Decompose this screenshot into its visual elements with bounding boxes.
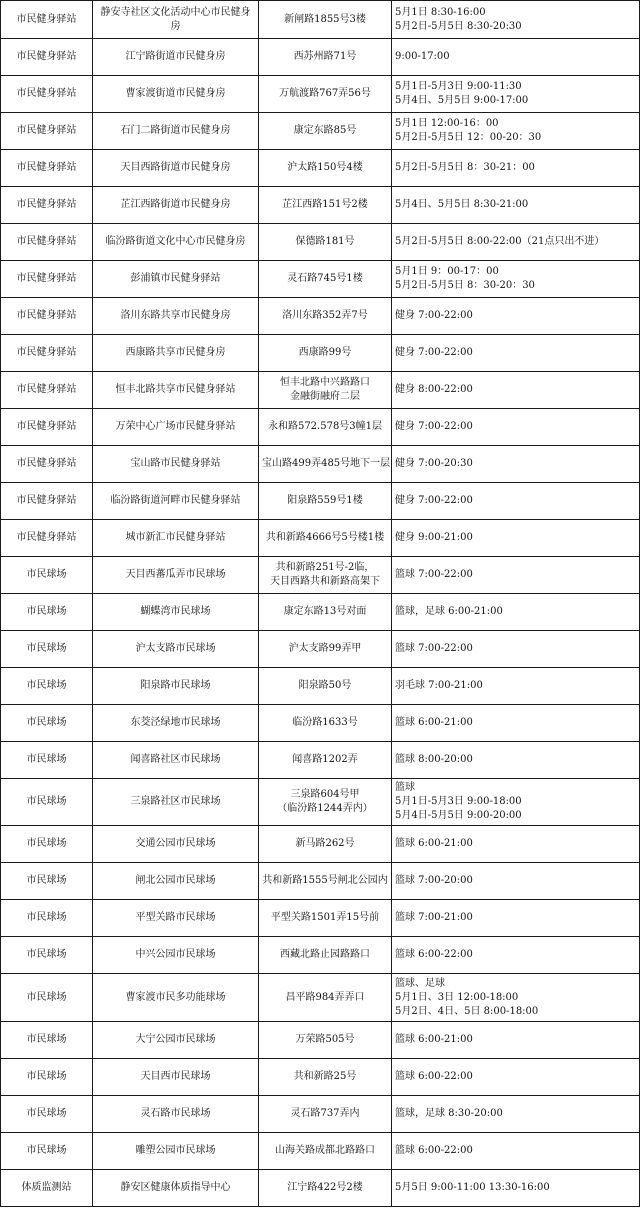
hours-line: 9:00-17:00 (395, 51, 450, 62)
hours-line: 羽毛球 7:00-21:00 (395, 680, 483, 691)
address-line: 平型关路1501弄15号前 (270, 912, 380, 923)
venue-type-cell: 市民健身驿站 (1, 483, 93, 520)
venue-hours-cell (392, 779, 640, 826)
table-row (1, 113, 640, 150)
venue-type-cell: 市民球场 (1, 594, 93, 631)
venue-address-cell (259, 937, 392, 974)
hours-line: 5月4日、5月5日 8:30-21:00 (395, 199, 529, 210)
venue-hours-cell (392, 446, 640, 483)
venue-address-cell (259, 863, 392, 900)
address-line: 共和新路1555号闸北公园内 (262, 875, 388, 886)
venue-type-cell: 市民健身驿站 (1, 446, 93, 483)
venue-type-cell: 市民球场 (1, 937, 93, 974)
table-row (1, 937, 640, 974)
hours-line: 5月1日 9：00-17：00 (395, 266, 499, 277)
hours-line: 5月2日-5月5日 8:00-22:00（21点只出不进） (395, 236, 605, 247)
venue-hours-cell (392, 668, 640, 705)
venue-name-cell: 阳泉路市民球场 (93, 668, 259, 705)
venue-type-cell: 体质监测站 (1, 1170, 93, 1207)
venue-hours-cell (392, 1133, 640, 1170)
venue-address-cell (259, 150, 392, 187)
hours-line: 5月1日-5月3日 9:00-18:00 (395, 796, 522, 807)
venue-hours-cell (392, 705, 640, 742)
venue-address-cell (259, 1170, 392, 1207)
address-line: 临汾路1633号 (292, 717, 358, 728)
venue-type-cell: 市民健身驿站 (1, 372, 93, 409)
venue-name-cell: 东茭泾绿地市民球场 (93, 705, 259, 742)
venue-address-cell (259, 372, 392, 409)
table-row (1, 76, 640, 113)
hours-line: 健身 7:00-22:00 (395, 310, 473, 321)
venue-type-cell: 市民球场 (1, 1133, 93, 1170)
venue-type-cell: 市民球场 (1, 1022, 93, 1059)
address-line: 西康路99号 (298, 347, 352, 358)
venue-type-cell: 市民健身驿站 (1, 76, 93, 113)
venue-name-cell: 城市新汇市民健身驿站 (93, 520, 259, 557)
venue-address-cell (259, 298, 392, 335)
venue-address-cell (259, 900, 392, 937)
table-row (1, 742, 640, 779)
address-line: 阳泉路50号 (298, 680, 352, 691)
address-line: 新闸路1855号3楼 (284, 13, 366, 25)
table-body (1, 1, 640, 1207)
hours-line: 5月4日-5月5日 9:00-20:00 (395, 810, 522, 821)
table-row (1, 483, 640, 520)
address-line: 永和路572.578号3幢1层 (267, 421, 383, 432)
table-row (1, 974, 640, 1022)
address-line: 恒丰北路中兴路路口 (280, 377, 370, 388)
address-line: 洛川东路352弄7号 (282, 310, 368, 321)
venue-address-cell (259, 1022, 392, 1059)
hours-line: 篮球 7:00-21:00 (395, 912, 473, 923)
table-row (1, 863, 640, 900)
address-line: 灵石路737弄内 (290, 1108, 360, 1119)
venue-name-cell: 曹家渡市民多功能球场 (93, 974, 259, 1022)
venue-address-cell (259, 39, 392, 76)
table-row (1, 900, 640, 937)
venue-hours-cell (392, 826, 640, 863)
venue-address-cell (259, 224, 392, 261)
venue-type-cell: 市民球场 (1, 1096, 93, 1133)
hours-line: 篮球 6:00-21:00 (395, 1034, 473, 1045)
venue-name-cell: 石门二路街道市民健身房 (93, 113, 259, 150)
address-line: 西藏北路止园路路口 (280, 949, 370, 960)
venue-name-cell: 蝴蝶湾市民球场 (93, 594, 259, 631)
hours-line: 5月1日-5月3日 9:00-11:30 (395, 81, 522, 92)
venue-address-cell (259, 113, 392, 150)
venue-address-cell (259, 1059, 392, 1096)
hours-line: 5月1日、3日 12:00-18:00 (395, 991, 519, 1003)
venue-hours-cell (392, 974, 640, 1022)
venue-type-cell: 市民健身驿站 (1, 409, 93, 446)
venue-hours-cell (392, 520, 640, 557)
venue-address-cell (259, 1096, 392, 1133)
venue-hours-cell (392, 150, 640, 187)
hours-line: 5月2日-5月5日 8:30-20:30 (395, 20, 522, 32)
venue-name-cell: 天目西蕃瓜弄市民球场 (93, 557, 259, 594)
address-line: 沪太路150号4楼 (287, 162, 363, 173)
venue-name-cell: 闸北公园市民球场 (93, 863, 259, 900)
venue-type-cell: 市民健身驿站 (1, 335, 93, 372)
table-row (1, 335, 640, 372)
venue-type-cell: 市民球场 (1, 705, 93, 742)
venue-address-cell (259, 974, 392, 1022)
venue-type-cell: 市民球场 (1, 631, 93, 668)
venue-hours-cell (392, 594, 640, 631)
address-line: 西苏州路71号 (293, 51, 357, 62)
address-line: 三泉路604号甲 (290, 789, 360, 800)
address-line: （临汾路1244弄内） (277, 803, 373, 814)
venue-address-cell (259, 483, 392, 520)
hours-line: 篮球 6:00-22:00 (395, 949, 473, 960)
venue-type-cell: 市民健身驿站 (1, 520, 93, 557)
table-row (1, 779, 640, 826)
address-line: 天目西路共和新路高架下 (270, 576, 380, 587)
venue-hours-cell (392, 742, 640, 779)
venue-address-cell (259, 557, 392, 594)
hours-line: 5月1日 8:30-16:00 (395, 6, 486, 18)
table-row (1, 631, 640, 668)
venue-type-cell: 市民健身驿站 (1, 298, 93, 335)
venue-address-cell (259, 594, 392, 631)
venue-type-cell: 市民健身驿站 (1, 150, 93, 187)
venue-hours-cell (392, 863, 640, 900)
venue-address-cell (259, 1133, 392, 1170)
address-line: 江宁路422号2楼 (287, 1182, 363, 1193)
address-line: 康定东路13号对面 (283, 606, 367, 617)
hours-line: 5月2日、4日、5日 8:00-18:00 (395, 1005, 539, 1017)
address-line: 万荣路505号 (295, 1034, 355, 1045)
venue-type-cell: 市民健身驿站 (1, 261, 93, 298)
venue-type-cell: 市民球场 (1, 557, 93, 594)
venue-type-cell: 市民球场 (1, 742, 93, 779)
venue-type-cell: 市民球场 (1, 1059, 93, 1096)
venue-address-cell (259, 261, 392, 298)
venue-hours-cell (392, 1059, 640, 1096)
hours-line: 5月5日 9:00-11:00 13:30-16:00 (395, 1182, 550, 1193)
address-line: 金融街融府二层 (290, 391, 360, 402)
address-line: 昌平路984弄弄口 (285, 991, 365, 1003)
venue-name-cell: 三泉路社区市民球场 (93, 779, 259, 826)
venue-type-cell: 市民球场 (1, 826, 93, 863)
hours-line: 健身 7:00-22:00 (395, 421, 473, 432)
address-line: 沪太支路99弄甲 (288, 643, 362, 654)
venue-address-cell (259, 742, 392, 779)
hours-line: 5月2日-5月5日 8：30-20：30 (395, 280, 535, 291)
venue-hours-cell (392, 187, 640, 224)
venue-hours-cell (392, 335, 640, 372)
venue-hours-cell (392, 631, 640, 668)
venue-hours-cell (392, 261, 640, 298)
hours-line: 篮球 7:00-22:00 (395, 569, 473, 580)
table-row (1, 39, 640, 76)
address-line: 宝山路499弄485号地下一层 (262, 458, 391, 469)
venue-hours-cell (392, 1096, 640, 1133)
address-line: 芷江西路151号2楼 (282, 199, 368, 210)
venue-address-cell (259, 76, 392, 113)
venue-name-cell: 沪太支路市民球场 (93, 631, 259, 668)
venue-name-cell: 闻喜路社区市民球场 (93, 742, 259, 779)
table-row (1, 446, 640, 483)
venue-hours-cell (392, 937, 640, 974)
venue-hours-cell (392, 1022, 640, 1059)
venue-hours-cell (392, 113, 640, 150)
table-row (1, 372, 640, 409)
venue-address-cell (259, 779, 392, 826)
table-row (1, 594, 640, 631)
table-row (1, 705, 640, 742)
venue-name-cell: 大宁公园市民球场 (93, 1022, 259, 1059)
hours-line: 健身 9:00-21:00 (395, 532, 473, 543)
hours-line: 篮球 6:00-22:00 (395, 1145, 473, 1156)
venue-type-cell: 市民健身驿站 (1, 187, 93, 224)
address-line: 阳泉路559号1楼 (287, 495, 363, 506)
address-line: 保德路181号 (295, 236, 355, 247)
hours-line: 5月2日-5月5日 8：30-21：00 (395, 162, 535, 173)
hours-line: 篮球 6:00-21:00 (395, 838, 473, 849)
address-line: 共和新路251号-2临， (275, 562, 375, 573)
venue-name-cell: 万荣中心广场市民健身驿站 (93, 409, 259, 446)
venue-name-cell: 天目西路街道市民健身房 (93, 150, 259, 187)
venue-address-cell (259, 631, 392, 668)
table-row (1, 298, 640, 335)
venue-address-cell (259, 520, 392, 557)
hours-line: 5月4日、5月5日 9:00-17:00 (395, 95, 529, 106)
address-line: 康定东路85号 (293, 125, 357, 136)
venue-name-cell: 天目西市民球场 (93, 1059, 259, 1096)
hours-line: 健身 8:00-22:00 (395, 384, 473, 395)
venue-type-cell: 市民球场 (1, 779, 93, 826)
hours-line: 篮球 7:00-22:00 (395, 643, 473, 654)
venue-name-cell: 西康路共享市民健身房 (93, 335, 259, 372)
table-row (1, 409, 640, 446)
hours-line: 篮球 (395, 782, 415, 793)
venue-name-cell: 静安寺社区文化活动中心市民健身房 (93, 1, 259, 39)
table-row (1, 1022, 640, 1059)
venue-type-cell: 市民健身驿站 (1, 1, 93, 39)
hours-line: 5月1日 12:00-16：00 (395, 118, 499, 129)
address-line: 共和新路25号 (293, 1071, 357, 1082)
table-row (1, 826, 640, 863)
table-row (1, 557, 640, 594)
venue-hours-cell (392, 39, 640, 76)
table-row (1, 1133, 640, 1170)
hours-line: 篮球 8:00-20:00 (395, 754, 473, 765)
hours-line: 健身 7:00-22:00 (395, 347, 473, 358)
venue-name-cell: 交通公园市民球场 (93, 826, 259, 863)
hours-line: 5月2日-5月5日 12：00-20：30 (395, 132, 542, 143)
venue-type-cell: 市民球场 (1, 974, 93, 1022)
venue-name-cell: 中兴公园市民球场 (93, 937, 259, 974)
table-row (1, 224, 640, 261)
hours-line: 篮球，足球 8:30-20:00 (395, 1108, 503, 1119)
venue-address-cell (259, 1, 392, 39)
venue-hours-cell (392, 224, 640, 261)
table-row (1, 520, 640, 557)
venue-hours-cell (392, 900, 640, 937)
venue-name-cell: 静安区健康体质指导中心 (93, 1170, 259, 1207)
venue-name-cell: 临汾路街道河畔市民健身驿站 (93, 483, 259, 520)
venue-type-cell: 市民球场 (1, 668, 93, 705)
hours-line: 篮球，足球 6:00-21:00 (395, 606, 503, 617)
venue-address-cell (259, 446, 392, 483)
venue-hours-cell (392, 483, 640, 520)
venue-address-cell (259, 335, 392, 372)
address-line: 新马路262号 (295, 838, 355, 849)
venue-address-cell (259, 826, 392, 863)
venue-address-cell (259, 409, 392, 446)
venue-address-cell (259, 668, 392, 705)
table-row (1, 150, 640, 187)
hours-line: 篮球、足球 (395, 977, 445, 989)
venue-hours-cell (392, 1170, 640, 1207)
venue-type-cell: 市民健身驿站 (1, 224, 93, 261)
venue-hours-cell (392, 557, 640, 594)
venue-hours-cell (392, 409, 640, 446)
venue-name-cell: 芷江西路街道市民健身房 (93, 187, 259, 224)
venue-type-cell: 市民球场 (1, 863, 93, 900)
hours-line: 健身 7:00-22:00 (395, 495, 473, 506)
table-row (1, 261, 640, 298)
table-row (1, 1059, 640, 1096)
venue-name-cell: 彭浦镇市民健身驿站 (93, 261, 259, 298)
venue-hours-cell (392, 1, 640, 39)
venue-name-cell: 洛川东路共享市民健身房 (93, 298, 259, 335)
venue-hours-cell (392, 298, 640, 335)
hours-line: 篮球 6:00-22:00 (395, 1071, 473, 1082)
table-row (1, 1, 640, 39)
venue-name-cell: 雕塑公园市民球场 (93, 1133, 259, 1170)
address-line: 共和新路4666号5号楼1楼 (265, 532, 385, 543)
venue-name-cell: 江宁路街道市民健身房 (93, 39, 259, 76)
table-row (1, 1096, 640, 1133)
venue-type-cell: 市民健身驿站 (1, 113, 93, 150)
table-row (1, 668, 640, 705)
address-line: 闻喜路1202弄 (292, 754, 358, 765)
venue-name-cell: 平型关路市民球场 (93, 900, 259, 937)
venue-name-cell: 宝山路市民健身驿站 (93, 446, 259, 483)
table-row (1, 187, 640, 224)
hours-line: 篮球 7:00-20:00 (395, 875, 473, 886)
venue-address-cell (259, 187, 392, 224)
hours-line: 篮球 6:00-21:00 (395, 717, 473, 728)
address-line: 灵石路745号1楼 (287, 273, 363, 284)
venue-name-cell: 恒丰北路共享市民健身驿站 (93, 372, 259, 409)
hours-line: 健身 7:00-20:30 (395, 458, 473, 469)
venue-name-cell: 曹家渡街道市民健身房 (93, 76, 259, 113)
table-row (1, 1170, 640, 1207)
venue-type-cell: 市民健身驿站 (1, 39, 93, 76)
address-line: 山海关路成都北路路口 (275, 1145, 375, 1156)
venue-hours-cell (392, 76, 640, 113)
address-line: 万航渡路767弄56号 (279, 88, 371, 99)
venue-name-cell: 临汾路街道文化中心市民健身房 (93, 224, 259, 261)
venue-name-cell: 灵石路市民球场 (93, 1096, 259, 1133)
venue-type-cell: 市民球场 (1, 900, 93, 937)
venue-hours-cell (392, 372, 640, 409)
venue-address-cell (259, 705, 392, 742)
